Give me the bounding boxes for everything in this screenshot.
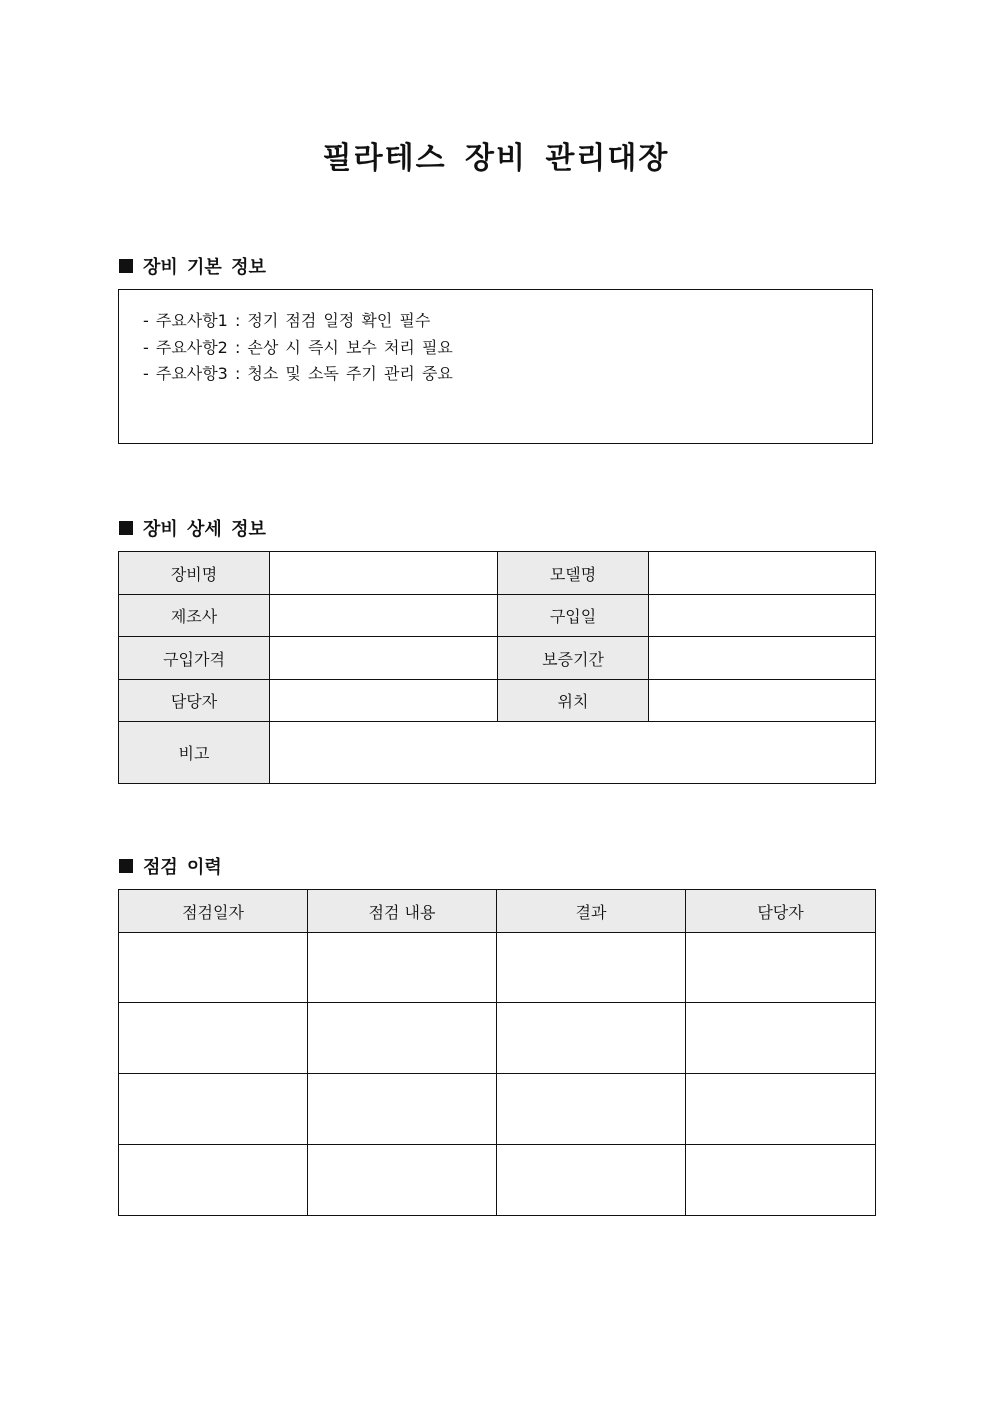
notice-list (143, 308, 453, 388)
section-heading-basic-info (119, 253, 266, 279)
label-remarks: 비고 (119, 722, 270, 784)
cell-manager[interactable] (686, 1145, 876, 1216)
cell-inspection-content[interactable] (308, 1145, 497, 1216)
table-row (119, 637, 876, 680)
field-model-name[interactable] (649, 552, 876, 595)
section-heading-inspection-history (119, 853, 222, 879)
notice-item: - 주요사항3 : 청소 및 소독 주기 관리 중요 (143, 364, 453, 383)
cell-result[interactable] (497, 1074, 686, 1145)
table-row (119, 1003, 876, 1074)
section-heading-label: 점검 이력 (143, 857, 222, 878)
field-equipment-name[interactable] (270, 552, 498, 595)
field-manufacturer[interactable] (270, 595, 498, 637)
cell-result[interactable] (497, 1003, 686, 1074)
label-purchase-price: 구입가격 (119, 637, 270, 680)
cell-inspection-date[interactable] (119, 933, 308, 1003)
column-header-manager: 담당자 (686, 890, 876, 933)
table-row (119, 933, 876, 1003)
column-header-inspection-date: 점검일자 (119, 890, 308, 933)
square-bullet-icon (119, 859, 133, 873)
square-bullet-icon (119, 521, 133, 535)
cell-inspection-date[interactable] (119, 1145, 308, 1216)
table-row (119, 680, 876, 722)
column-header-result: 결과 (497, 890, 686, 933)
table-row (119, 1074, 876, 1145)
field-purchase-date[interactable] (649, 595, 876, 637)
detail-info-table (118, 551, 876, 784)
cell-inspection-content[interactable] (308, 1003, 497, 1074)
label-model-name: 모델명 (498, 552, 649, 595)
section-heading-label: 장비 상세 정보 (143, 519, 266, 540)
section-heading-label: 장비 기본 정보 (143, 257, 266, 278)
notice-item: - 주요사항2 : 손상 시 즉시 보수 처리 필요 (143, 337, 453, 357)
page-title: 필라테스 장비 관리대장 (322, 141, 670, 176)
label-manager: 담당자 (119, 680, 270, 722)
field-manager[interactable] (270, 680, 498, 722)
label-purchase-date: 구입일 (498, 595, 649, 637)
cell-manager[interactable] (686, 1003, 876, 1074)
table-row (119, 722, 876, 784)
table-row (119, 595, 876, 637)
cell-inspection-date[interactable] (119, 1074, 308, 1145)
field-remarks[interactable] (270, 722, 876, 784)
cell-result[interactable] (497, 1145, 686, 1216)
cell-inspection-content[interactable] (308, 933, 497, 1003)
notice-box (118, 289, 873, 444)
label-manufacturer: 제조사 (119, 595, 270, 637)
table-row (119, 1145, 876, 1216)
field-warranty-period[interactable] (649, 637, 876, 680)
notice-item: - 주요사항1 : 정기 점검 일정 확인 필수 (143, 311, 431, 330)
field-purchase-price[interactable] (270, 637, 498, 680)
label-location: 위치 (498, 680, 649, 722)
label-warranty-period: 보증기간 (498, 637, 649, 680)
table-row (119, 552, 876, 595)
cell-manager[interactable] (686, 933, 876, 1003)
cell-inspection-content[interactable] (308, 1074, 497, 1145)
section-heading-detail-info (119, 515, 266, 541)
inspection-history-table (118, 889, 876, 1216)
cell-manager[interactable] (686, 1074, 876, 1145)
cell-inspection-date[interactable] (119, 1003, 308, 1074)
label-equipment-name: 장비명 (119, 552, 270, 595)
field-location[interactable] (649, 680, 876, 722)
cell-result[interactable] (497, 933, 686, 1003)
table-header-row (119, 890, 876, 933)
square-bullet-icon (119, 259, 133, 273)
column-header-inspection-content: 점검 내용 (308, 890, 497, 933)
